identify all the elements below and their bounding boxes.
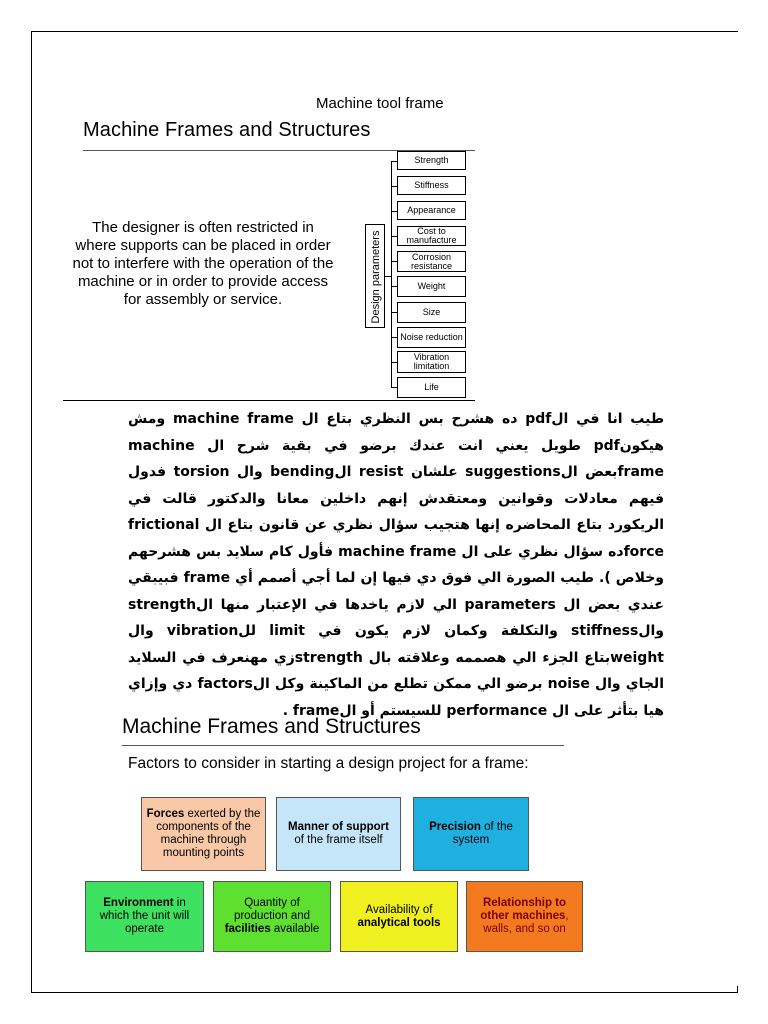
factor-bold-text: Manner of support	[288, 821, 389, 833]
parameter-weight: Weight	[397, 276, 466, 297]
factor-relationship-to-other-machines	[466, 881, 583, 952]
slide2-title: Machine Frames and Structures	[122, 715, 421, 738]
slide2-subtitle: Factors to consider in starting a design project for a frame:	[128, 755, 529, 772]
factor-text: Availability of	[365, 903, 433, 916]
factor-bold-text: analytical tools	[357, 916, 441, 929]
factor-environment	[85, 881, 204, 952]
parameter-corrosion-resistance: Corrosion resistance	[397, 251, 466, 272]
parameter-stiffness: Stiffness	[397, 176, 466, 195]
parameter-life: Life	[397, 377, 466, 398]
factor-text: , walls, and so on	[483, 910, 569, 935]
slide1-title: Machine Frames and Structures	[83, 119, 371, 141]
factor-bold-text: Environment	[103, 897, 174, 909]
slide1-bottom-rule	[63, 400, 475, 401]
page-border-tick	[737, 986, 738, 992]
parameter-cost-to-manufacture: Cost to manufacture	[397, 226, 466, 246]
slide2-title-rule	[122, 745, 564, 746]
factor-forces	[141, 797, 266, 871]
factor-bold-text: Forces	[146, 808, 185, 820]
slide1-body-text: The designer is often restricted in where supports can be placed in order not to interfere with the operation of the machine or in order to provide access for assembly or service.	[72, 219, 334, 308]
factor-text: in which the unit will operate	[99, 897, 190, 935]
page-heading: Machine tool frame	[316, 95, 444, 112]
factor-manner-of-support	[276, 797, 401, 871]
parameter-size: Size	[397, 302, 466, 323]
factor-text: Quantity of production and	[233, 897, 311, 922]
factor-text: available	[270, 923, 320, 935]
factor-quantity-of-production	[213, 881, 331, 952]
factor-text: of the frame itself	[294, 834, 383, 846]
factor-bold-text: Relationship to other machines	[480, 897, 567, 922]
factor-bold-text: facilities	[224, 923, 271, 935]
parameter-appearance: Appearance	[397, 201, 466, 220]
parameter-noise-reduction: Noise reduction	[397, 327, 466, 348]
arabic-explanation-paragraph: طيب انا في الpdf ده هشرح بس النظري بتاع ال machine frame ومش هيكونpdf طويل يعني انت عندك برضو في بقية شرح ال machine frameبعض الsuggestions علشان resist الbending وال torsion فدول فيهم معادلات وقوانين ومعتقدش إنهم داخلين معانا والدكتور قالت في الريكورد بتاع المحاضره إنها هتجيب سؤال نظري عن قانون بتاع ال frictional forceده سؤال نظري على ال machine frame فأول كام سلايد بس هشرحهم وخلاص ). طيب الصورة الي فوق دي فيها إن لما أجي أصمم أي frame فبيبقي عندي بعض ال parameters الي لازم ياخدها في الإعتبار منها الstrength والstiffness والتكلفة وكمان لازم يكون في limit للvibration وال weightبتاع الجزء الي هصممه وعلاقته بال strengthزي مهنعرف في السلايد الجاي وال noise برضو الي ممكن تطلع من الماكينة وكل الfactors دي وإزاي هيا بتأثر على ال performance للسيستم أو الframe .	[128, 411, 665, 719]
design-parameters-box	[365, 224, 385, 328]
factor-text: of the system	[452, 821, 513, 846]
factor-text: exerted by the components of the machine through mounting points	[156, 808, 261, 859]
parameter-vibration-limitation: Vibration limitation	[397, 351, 466, 373]
factor-bold-text: Precision	[429, 821, 481, 833]
factor-analytical-tools	[340, 881, 458, 952]
diagram-trunk-line	[391, 161, 392, 388]
factor-precision	[413, 797, 529, 871]
design-parameters-label: Design parameters	[370, 230, 382, 324]
parameter-strength: Strength	[397, 151, 466, 170]
